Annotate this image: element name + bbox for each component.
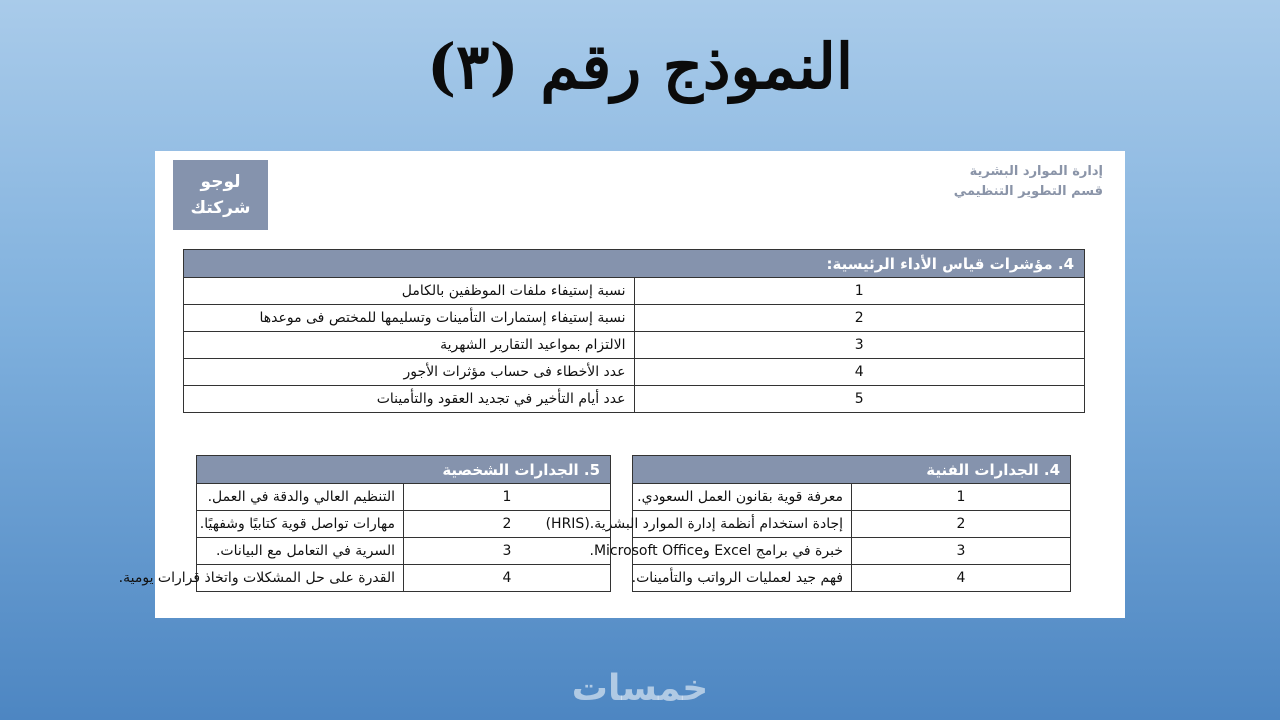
department-header: [954, 162, 1103, 202]
table-row: [184, 332, 1085, 359]
row-number: 2: [634, 305, 1085, 332]
row-number: 3: [404, 538, 611, 565]
row-text: التنظيم العالي والدقة في العمل.: [197, 484, 404, 511]
row-number: 4: [852, 565, 1071, 592]
company-logo-placeholder: [173, 160, 268, 230]
table-row: [184, 359, 1085, 386]
table-row: [184, 386, 1085, 413]
row-text: فهم جيد لعمليات الرواتب والتأمينات.: [633, 565, 852, 592]
row-number: 4: [634, 359, 1085, 386]
personal-table-header: 5. الجدارات الشخصية: [197, 456, 611, 484]
table-row: [633, 538, 1071, 565]
logo-line-1: لوجو: [200, 172, 241, 192]
row-number: 2: [404, 511, 611, 538]
table-row: [197, 565, 611, 592]
row-text: القدرة على حل المشكلات واتخاذ قرارات يومية.: [197, 565, 404, 592]
logo-line-2: شركتك: [190, 198, 251, 218]
row-text: عدد أيام التأخير في تجديد العقود والتأمينات: [184, 386, 635, 413]
watermark-logo: خمسات: [571, 668, 709, 709]
table-row: [184, 278, 1085, 305]
row-text: معرفة قوية بقانون العمل السعودي.: [633, 484, 852, 511]
department-name: إدارة الموارد البشرية: [969, 164, 1103, 179]
row-number: 5: [634, 386, 1085, 413]
table-row: [197, 484, 611, 511]
row-text: نسبة إستيفاء ملفات الموظفين بالكامل: [184, 278, 635, 305]
table-row: [197, 538, 611, 565]
row-number: 2: [852, 511, 1071, 538]
row-text: نسبة إستيفاء إستمارات التأمينات وتسليمها للمختص فى موعدها: [184, 305, 635, 332]
personal-competencies-table: [118, 455, 611, 592]
technical-table-header: 4. الجدارات الفنية: [633, 456, 1071, 484]
row-text: السرية في التعامل مع البيانات.: [197, 538, 404, 565]
document-page: [118, 151, 1125, 618]
row-text: مهارات تواصل قوية كتابيًا وشفهيًا.: [197, 511, 404, 538]
row-number: 4: [404, 565, 611, 592]
table-row: [184, 305, 1085, 332]
row-text: إجادة استخدام أنظمة إدارة الموارد البشرية.(HRIS): [633, 511, 852, 538]
table-row: [633, 565, 1071, 592]
table-row: [197, 511, 611, 538]
row-text: عدد الأخطاء فى حساب مؤثرات الأجور: [184, 359, 635, 386]
slide-title: النموذج رقم (٣): [426, 30, 854, 103]
section-name: قسم التطوير التنظيمي: [953, 184, 1103, 199]
row-text: خبرة في برامج Excel وMicrosoft Office.: [633, 538, 852, 565]
row-number: 1: [852, 484, 1071, 511]
kpi-table-header: 4. مؤشرات قياس الأداء الرئيسية:: [184, 250, 1085, 278]
technical-competencies-table: [545, 455, 1071, 592]
row-text: الالتزام بمواعيد التقارير الشهرية: [184, 332, 635, 359]
row-number: 1: [634, 278, 1085, 305]
row-number: 1: [404, 484, 611, 511]
row-number: 3: [634, 332, 1085, 359]
row-number: 3: [852, 538, 1071, 565]
kpi-table: [183, 249, 1085, 413]
table-row: [633, 484, 1071, 511]
table-row: [633, 511, 1071, 538]
